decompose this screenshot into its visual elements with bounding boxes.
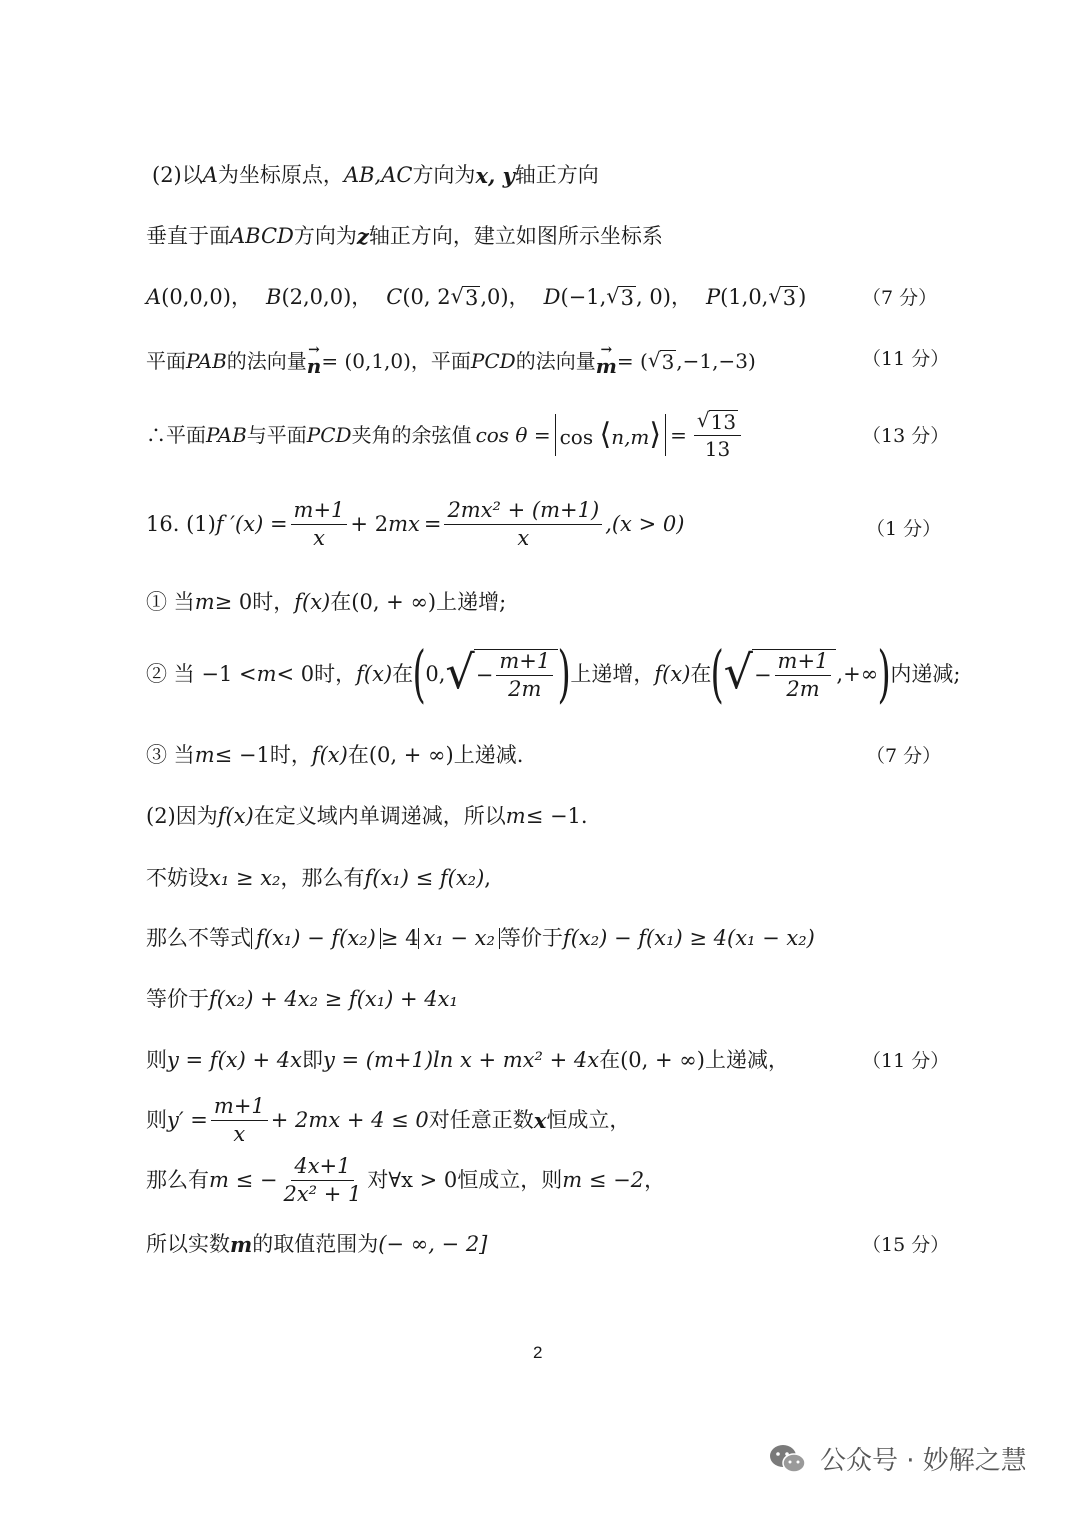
text: (2)以 bbox=[152, 163, 203, 187]
wechat-icon bbox=[768, 1443, 808, 1475]
abs-value: x₁ − x₂ bbox=[418, 928, 499, 949]
text: 的法向量 bbox=[515, 348, 596, 373]
math: (− ∞, − 2] bbox=[378, 1232, 488, 1256]
math: y = (m+1)ln x + mx² + 4x bbox=[322, 1048, 600, 1072]
text: < 0时， bbox=[276, 661, 357, 686]
math: − bbox=[475, 662, 494, 687]
sqrt: √ 3 bbox=[768, 284, 797, 310]
text: ① 当 bbox=[146, 590, 195, 614]
text: 在(0, + ∞)上递减. bbox=[347, 743, 524, 767]
denominator: 2m bbox=[508, 676, 542, 701]
solution-line-13 bbox=[146, 989, 458, 1010]
text: 等价于 bbox=[499, 926, 563, 950]
text: 方向为 bbox=[293, 224, 357, 248]
math: (−1, bbox=[560, 285, 607, 309]
math: x, y bbox=[475, 163, 515, 188]
math: f ′(x) = bbox=[215, 512, 288, 536]
text: (2)因为 bbox=[146, 804, 218, 828]
text: 上递增， bbox=[570, 661, 655, 686]
text: 轴正方向 bbox=[514, 163, 599, 187]
text: ② 当 −1 < bbox=[146, 661, 257, 686]
math: m bbox=[256, 661, 277, 686]
math: m ≤ −2 bbox=[562, 1168, 645, 1192]
abs-value: f(x₁) − f(x₂) bbox=[251, 928, 381, 949]
solution-line-15 bbox=[146, 1096, 630, 1145]
fraction bbox=[291, 500, 348, 549]
math: PAB bbox=[186, 348, 227, 373]
math: f(x) bbox=[356, 661, 393, 686]
radicand: 3 bbox=[465, 286, 479, 310]
numerator: 4x+1 bbox=[291, 1156, 353, 1181]
text: ≥ 0时， bbox=[214, 590, 295, 614]
math: f(x₂) + 4x₂ ≥ f(x₁) + 4x₁ bbox=[209, 987, 458, 1011]
text: 内递减; bbox=[890, 661, 961, 686]
fraction bbox=[211, 1096, 268, 1145]
text: = (0,1,0)，平面 bbox=[321, 348, 471, 373]
radicand: 3 bbox=[661, 349, 675, 374]
text: ∴平面 bbox=[146, 422, 206, 447]
math: A bbox=[202, 163, 218, 187]
math: PCD bbox=[470, 348, 516, 373]
solution-line-9 bbox=[146, 745, 523, 766]
radicand: 3 bbox=[620, 286, 635, 310]
text: 为坐标原点， bbox=[217, 163, 344, 187]
text: ≤ −1. bbox=[525, 804, 588, 828]
text: 的法向量 bbox=[226, 348, 307, 373]
numerator: m+1 bbox=[291, 500, 348, 525]
text: 平面 bbox=[146, 348, 186, 373]
math: ,−1,−3) bbox=[676, 348, 756, 373]
math: 0, bbox=[425, 661, 446, 686]
solution-line-12 bbox=[146, 928, 815, 949]
text: 在(0, + ∞)上递减， bbox=[599, 1048, 789, 1072]
score-label: （11 分） bbox=[862, 348, 950, 370]
solution-line-4 bbox=[146, 342, 756, 379]
math: ≥ 4 bbox=[380, 926, 419, 950]
solution-line-14 bbox=[146, 1050, 789, 1071]
watermark bbox=[768, 1440, 1027, 1477]
sqrt: √ − $\frac{m+1}{2m}$ bbox=[724, 649, 837, 700]
sqrt: √ 3 bbox=[450, 284, 479, 310]
solution-line-11 bbox=[146, 868, 491, 889]
math: B bbox=[266, 285, 282, 309]
text: 那么不等式 bbox=[146, 926, 251, 950]
text: 垂直于面 bbox=[146, 224, 230, 248]
math: n bbox=[306, 354, 322, 379]
math: ,(x > 0) bbox=[605, 512, 685, 536]
text: 方向为 bbox=[412, 163, 476, 187]
math: PAB bbox=[206, 422, 247, 447]
sqrt: √ 3 bbox=[647, 347, 675, 374]
page-number: 2 bbox=[533, 1343, 543, 1362]
numerator: 2mx² + (m+1) bbox=[444, 500, 602, 525]
math: cos θ = bbox=[475, 422, 551, 447]
math: m bbox=[230, 1232, 253, 1257]
text: 那么有 bbox=[146, 1168, 209, 1192]
math: + 2 bbox=[350, 512, 389, 536]
abs-value: cos ⟨n,m⟩ bbox=[555, 414, 667, 456]
math: (2,0,0)， bbox=[281, 285, 373, 309]
math: , 0)， bbox=[636, 285, 692, 309]
text: 即 bbox=[301, 1048, 323, 1072]
text: ， bbox=[644, 1168, 666, 1192]
fraction: √ 13 13 bbox=[694, 410, 741, 459]
denominator: x bbox=[313, 526, 325, 550]
math: PCD bbox=[306, 422, 352, 447]
fraction bbox=[775, 648, 832, 701]
math: AB,AC bbox=[343, 163, 413, 187]
solution-line-16 bbox=[146, 1156, 665, 1205]
radicand: 3 bbox=[782, 286, 797, 310]
text: ③ 当 bbox=[146, 743, 195, 767]
numerator: m+1 bbox=[211, 1096, 268, 1121]
text: 在 bbox=[690, 661, 712, 686]
math: D bbox=[543, 285, 561, 309]
denominator: x bbox=[517, 526, 530, 550]
text: 所以实数 bbox=[146, 1232, 230, 1256]
text: 等价于 bbox=[146, 987, 209, 1011]
score-label: （7 分） bbox=[862, 287, 938, 309]
math: f(x) bbox=[217, 804, 254, 828]
math: ) bbox=[798, 285, 807, 309]
denominator: 2m bbox=[786, 676, 820, 701]
math: m bbox=[505, 804, 526, 828]
text: 与平面 bbox=[246, 422, 307, 447]
math: C bbox=[386, 285, 403, 309]
text: 在定义域内单调递减，所以 bbox=[253, 804, 506, 828]
fraction bbox=[280, 1156, 364, 1205]
math: = bbox=[670, 422, 687, 447]
math: f(x) bbox=[294, 590, 331, 614]
score-label: （13 分） bbox=[862, 425, 950, 447]
text: 在 bbox=[392, 661, 414, 686]
score-label: （1 分） bbox=[866, 518, 942, 540]
sqrt: √ − $\frac{m+1}{2m}$ bbox=[445, 649, 558, 700]
vector-n: → n bbox=[306, 342, 322, 379]
text: 则 bbox=[146, 1108, 167, 1132]
text: 对任意正数 bbox=[428, 1108, 534, 1132]
math: − bbox=[753, 662, 772, 687]
solution-line-10 bbox=[146, 806, 588, 827]
math: P bbox=[705, 285, 721, 309]
text: ，那么有 bbox=[280, 866, 365, 890]
solution-line-17 bbox=[146, 1234, 487, 1255]
math: f(x₁) ≤ f(x₂) bbox=[364, 866, 485, 890]
math: y′ = bbox=[167, 1108, 208, 1132]
math: n,m bbox=[611, 424, 650, 449]
text: 恒成立， bbox=[546, 1108, 631, 1132]
solution-line-2 bbox=[146, 226, 663, 247]
math: x₁ ≥ x₂ bbox=[209, 866, 281, 890]
numerator: m+1 bbox=[775, 651, 832, 676]
math: = bbox=[423, 512, 442, 536]
solution-line-6 bbox=[146, 500, 684, 549]
math: m bbox=[194, 590, 215, 614]
score-label: （11 分） bbox=[862, 1050, 950, 1072]
score-label: （15 分） bbox=[862, 1234, 950, 1256]
solution-line-3 bbox=[146, 286, 806, 309]
math: f(x) bbox=[654, 661, 691, 686]
text: ≤ −1时， bbox=[214, 743, 312, 767]
radicand: 13 bbox=[710, 410, 737, 434]
math: (0, 2 bbox=[402, 285, 451, 309]
vector-m: → m bbox=[595, 342, 617, 379]
solution-line-7 bbox=[146, 592, 506, 613]
denominator: 13 bbox=[704, 437, 731, 461]
math: z bbox=[356, 224, 369, 249]
math: cos bbox=[559, 424, 594, 449]
solution-line-1 bbox=[152, 165, 599, 186]
text: 在(0, + ∞)上递增; bbox=[330, 590, 507, 614]
score-label: （7 分） bbox=[866, 745, 942, 767]
math: A bbox=[146, 285, 162, 309]
solution-line-8: ② 当 −1 < m < 0时， f(x) 在 ( 0, √ − $\frac{m+1}{2m}$ ) 上递增， f(x) 在 ( √ − $\frac{m+1}{2m}$ ,+∞ ) 内递减; bbox=[146, 637, 961, 710]
text: 则 bbox=[146, 1048, 167, 1072]
text: 轴正方向，建立如图所示坐标系 bbox=[368, 224, 663, 248]
math: m bbox=[194, 743, 215, 767]
math: m bbox=[595, 354, 617, 379]
numerator: m+1 bbox=[496, 651, 553, 676]
sqrt: √ 3 bbox=[606, 284, 635, 310]
math: mx bbox=[388, 512, 420, 536]
denominator: 2x² + 1 bbox=[283, 1182, 362, 1206]
text: 对∀x > 0恒成立，则 bbox=[367, 1168, 563, 1192]
text: 的取值范围为 bbox=[252, 1232, 379, 1256]
math: (1,0, bbox=[720, 285, 769, 309]
math: y = f(x) + 4x bbox=[167, 1048, 302, 1072]
math: f(x₂) − f(x₁) ≥ 4(x₁ − x₂) bbox=[562, 926, 815, 950]
text: 夹角的余弦值 bbox=[351, 422, 472, 447]
solution-line-5 bbox=[146, 410, 744, 459]
math: (0,0,0)， bbox=[161, 285, 252, 309]
text: 不妨设 bbox=[146, 866, 209, 890]
math: m ≤ − bbox=[209, 1168, 278, 1192]
math: f(x) bbox=[311, 743, 348, 767]
fraction bbox=[496, 648, 553, 701]
text: 16. (1) bbox=[146, 512, 216, 536]
text: , bbox=[484, 866, 491, 890]
math: ABCD bbox=[230, 224, 294, 248]
fraction bbox=[444, 500, 602, 549]
math: x bbox=[533, 1108, 547, 1133]
math: ,0)， bbox=[480, 285, 530, 309]
denominator: x bbox=[233, 1122, 246, 1146]
math: = ( bbox=[616, 348, 648, 373]
math: ,+∞ bbox=[836, 661, 879, 686]
math: + 2mx + 4 ≤ 0 bbox=[270, 1108, 429, 1132]
watermark-text: 公众号 · 妙解之慧 bbox=[820, 1446, 1027, 1476]
